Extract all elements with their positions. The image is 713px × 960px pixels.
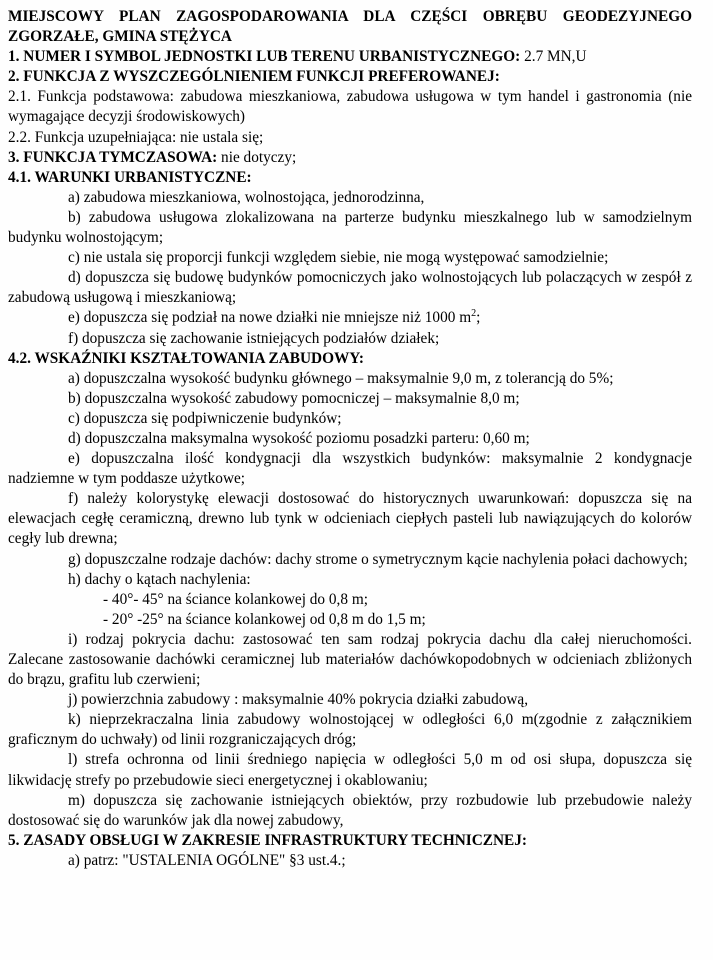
document-body xyxy=(8,7,692,871)
list-item: f) należy kolorystykę elewacji dostosować do historycznych uwarunkowań: dopuszcza się na elewacjach cegłę ceramiczną, drewno lub tynk w odcieniach ciepłych pasteli lub nawiązujących do kolorów cegły lub drewna; xyxy=(8,490,692,548)
list-item: i) rodzaj pokrycia dachu: zastosować ten sam rodzaj pokrycia dachu dla całej nieruchomości. Zalecane zastosowanie dachówki ceramicznej lub materiałów dachówkopodobnych w odcieniach zbliżonych do brązu, grafitu lub czerwieni; xyxy=(8,630,692,689)
list-item: k) nieprzekraczalna linia zabudowy wolnostojącej w odległości 6,0 m(zgodnie z załącznikiem graficznym do uchwały) od linii rozgraniczających dróg; xyxy=(8,711,692,749)
list-item: g) dopuszczalne rodzaje dachów: dachy strome o symetrycznym kącie nachylenia połaci dachowych; xyxy=(68,550,688,568)
list-item: a) zabudowa mieszkaniowa, wolnostojąca, jednorodzinna, xyxy=(68,188,425,206)
list-item: l) strefa ochronna od linii średniego napięcia w odległości 5,0 m od osi słupa, dopuszcza się likwidację strefy po przebudowie sieci energetycznej i okablowaniu; xyxy=(8,751,692,789)
section-3-heading: 3. FUNKCJA TYMCZASOWA: xyxy=(8,148,218,166)
section-2-heading: 2. FUNKCJA Z WYSZCZEGÓLNIENIEM FUNKCJI PREFEROWANEJ: xyxy=(8,68,500,86)
section-1-value: 2.7 MN,U xyxy=(520,48,587,66)
section-3-heading-line xyxy=(8,148,692,168)
section-2-item: 2.1. Funkcja podstawowa: zabudowa mieszkaniowa, zabudowa usługowa w tym handel i gastronomia (nie wymagające decyzji środowiskowych) xyxy=(8,88,692,126)
list-item: a) patrz: "USTALENIA OGÓLNE" §3 ust.4.; xyxy=(68,851,346,869)
section-3-value: nie dotyczy; xyxy=(217,148,297,166)
document-title: MIEJSCOWY PLAN ZAGOSPODAROWANIA DLA CZĘŚCI OBRĘBU GEODEZYJNEGO ZGORZAŁE, GMINA STĘŻYCA xyxy=(8,8,692,46)
section-1-heading: 1. NUMER I SYMBOL JEDNOSTKI LUB TERENU URBANISTYCZNEGO: xyxy=(8,48,521,66)
list-item: h) dachy o kątach nachylenia: xyxy=(68,570,251,588)
list-item: c) dopuszcza się podpiwniczenie budynków; xyxy=(68,409,342,427)
section-5-heading: 5. ZASADY OBSŁUGI W ZAKRESIE INFRASTRUKTURY TECHNICZNEJ: xyxy=(8,831,527,849)
list-item: c) nie ustala się proporcji funkcji względem siebie, nie mogą występować samodzielnie; xyxy=(68,249,609,267)
section-4-1-heading: 4.1. WARUNKI URBANISTYCZNE: xyxy=(8,168,252,186)
list-item: d) dopuszczalna maksymalna wysokość poziomu posadzki parteru: 0,60 m; xyxy=(68,429,530,447)
list-item-dash: - 40°- 45° na ściance kolankowej do 0,8 m; xyxy=(103,590,368,608)
list-item: b) zabudowa usługowa zlokalizowana na parterze budynku mieszkalnego lub w samodzielnym budynku wolnostojącym; xyxy=(8,208,692,247)
list-item: e) dopuszczalna ilość kondygnacji dla wszystkich budynków: maksymalnie 2 kondygnacje nadziemne w tym poddasze użytkowe; xyxy=(8,450,692,488)
list-item: j) powierzchnia zabudowy : maksymalnie 40% pokrycia działki zabudową, xyxy=(68,691,529,709)
square-meter-superscript: 2 xyxy=(471,308,477,320)
list-item: a) dopuszczalna wysokość budynku głównego – maksymalnie 9,0 m, z tolerancją do 5%; xyxy=(68,369,614,387)
section-4-2-heading: 4.2. WSKAŹNIKI KSZTAŁTOWANIA ZABUDOWY: xyxy=(8,349,365,367)
list-item: d) dopuszcza się budowę budynków pomocniczych jako wolnostojących lub polaczących w zespół z zabudową usługową i mieszkaniową; xyxy=(8,269,692,307)
list-item-dash: - 20° -25° na ściance kolankowej od 0,8 m do 1,5 m; xyxy=(103,610,426,628)
list-item-suffix: ; xyxy=(476,309,481,327)
list-item: f) dopuszcza się zachowanie istniejących podziałów działek; xyxy=(68,329,440,347)
list-item: b) dopuszczalna wysokość zabudowy pomocniczej – maksymalnie 8,0 m; xyxy=(68,389,520,407)
list-item xyxy=(8,308,692,328)
section-1-heading-line xyxy=(8,47,692,67)
section-2-item: 2.2. Funkcja uzupełniająca: nie ustala się; xyxy=(8,128,264,146)
list-item: m) dopuszcza się zachowanie istniejących obiektów, przy rozbudowie lub przebudowie należy dostosować się do warunków jak dla nowej zabudowy, xyxy=(8,791,692,829)
list-item-text: e) dopuszcza się podział na nowe działki nie mniejsze niż 1000 m xyxy=(68,309,472,327)
